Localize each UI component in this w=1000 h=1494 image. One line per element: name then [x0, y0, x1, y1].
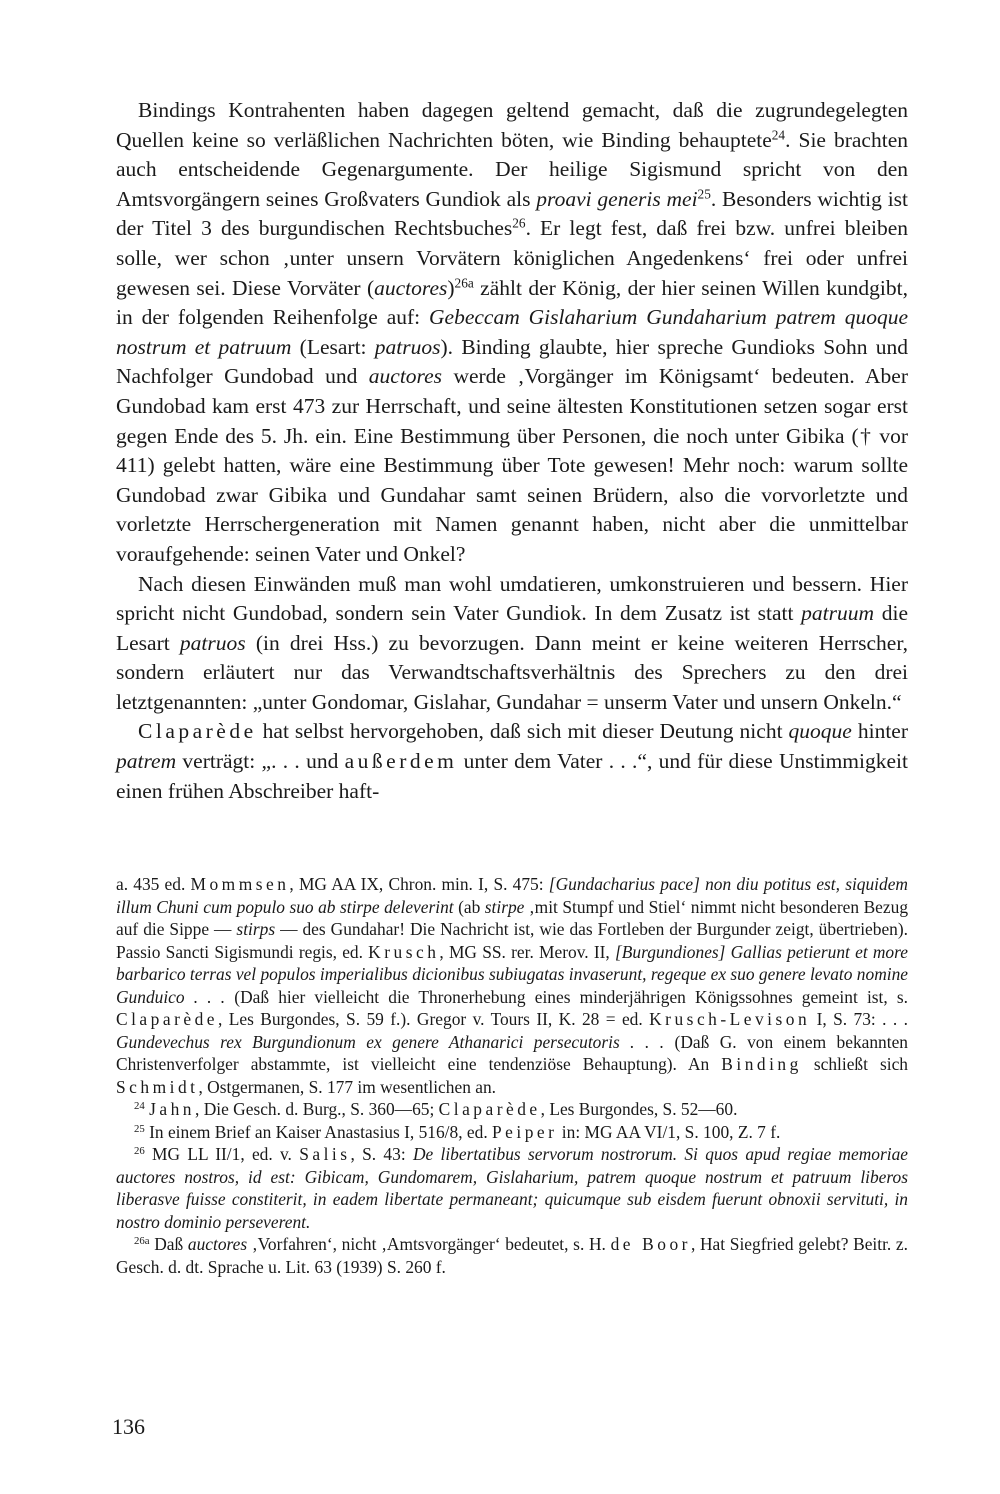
- text-run: hat selbst hervorgehoben, daß sich mit dieser Deutung nicht: [256, 719, 789, 744]
- italic-text: proavi generis mei: [536, 186, 698, 211]
- footnote-ref: 25: [134, 1122, 145, 1135]
- text-run: , MG SS. rer. Merov. II,: [439, 941, 615, 962]
- text-run: schließt sich: [801, 1054, 908, 1074]
- text-run: (Lesart:: [291, 334, 375, 359]
- italic-text: patrem: [116, 749, 177, 774]
- text-run: unter dem Vater . . .“, und für diese Unstimmigkeit einen frühen Abschreiber haft-: [116, 749, 908, 803]
- text-run: in: MG AA VI/1, S. 100, Z. 7 f.: [557, 1121, 781, 1142]
- footnote-continued: [116, 873, 908, 1098]
- spaced-name: Mommsen: [190, 874, 290, 894]
- spaced-name: Peiper: [492, 1121, 558, 1142]
- text-run: In einem Brief an Kaiser Anastasius I, 516/8, ed.: [144, 1121, 493, 1142]
- italic-text: auctores: [368, 364, 443, 389]
- spaced-name: Krusch-Levison: [649, 1009, 811, 1029]
- text-run: — des Gundahar! Die Nachricht ist, wie das Fortleben der Burgunder zeigt, übertrieben). Passio Sancti Sigismundi regis, ed.: [116, 919, 908, 962]
- text-run: . Er legt fest, daß frei bzw. unfrei bleiben solle, wer schon ‚unter unsern Vorvätern königlichen Angedenkens‘ frei oder unfrei gewesen sei. Diese Vorväter (: [116, 216, 908, 300]
- italic-text: auctores: [187, 1234, 248, 1254]
- text-run: verträgt: „. . . und: [176, 749, 345, 774]
- spaced-name: Krusch: [368, 941, 440, 962]
- paragraph-2: [116, 570, 908, 718]
- footnote-26: [116, 1143, 908, 1233]
- text-run: , MG AA IX, Chron. min. I, S. 475:: [289, 874, 549, 894]
- footnote-25: [116, 1121, 908, 1144]
- italic-text: stirps: [236, 919, 276, 939]
- text-run: (in drei Hss.) zu bevorzugen. Dann meint er keine weiteren Herrscher, sondern erläutert nur das Verwandtschaftsverhältnis des Sprechers zu den drei letztgenannten: „unter Gondomar, Gislahar, Gundahar = unserm Vater und unsern Onkeln.“: [116, 630, 908, 714]
- text-run: , Les Burgondes, S. 59 f.). Gregor v. Tours II, K. 28 = ed.: [218, 1009, 650, 1029]
- spaced-name: Claparède: [138, 719, 257, 744]
- footnote-ref: 24: [134, 1100, 145, 1113]
- footnote-ref: 26: [134, 1145, 145, 1158]
- text-run: werde ‚Vorgänger im Königsamt‘ bedeuten. Aber Gundobad kam erst 473 zur Herrschaft, und seine ältesten Konstitutionen setzen sogar erst gegen Ende des 5. Jh. ein. Eine Bestimmung über Personen, die noch unter Gibika († vor 411) gelebt hatten, wäre eine Bestimmung über Tote gewesen! Mehr noch: warum sollte Gundobad zwar Gibika und Gundahar samt seinen Brüdern, also die vorvorletzte und vorletzte Herrschergeneration mit Namen genannt haben, nicht aber die unmittelbar voraufgehende: seinen Vater und Onkel?: [116, 364, 908, 566]
- italic-text: patruum: [801, 601, 875, 626]
- text-run: , Hat Siegfried gelebt? Beitr. z. Gesch. d. dt. Sprache u. Lit. 63 (1939) S. 260 f.: [116, 1234, 909, 1277]
- text-run: I, S. 73: . . .: [810, 1009, 908, 1029]
- italic-text: De libertatibus servorum nostrorum. Si quos apud regiae memoriae auctores nostros, id est: Gibicam, Gundomarem, Gislaharium, patrem quoque nostrum et patruum liberos liberasve fuisse constiterit, in eadem libertate permaneant; quicumque sub eisdem fuerunt obnoxii servituti, in nostro dominio perseverent.: [116, 1144, 908, 1232]
- spaced-name: Salis: [299, 1144, 351, 1164]
- text-run: , Ostgermanen, S. 177 im wesentlichen an.: [198, 1076, 496, 1097]
- text-run: ‚mit Stumpf und Stiel‘ nimmt nicht besonderen Bezug auf die Sippe —: [116, 896, 909, 939]
- page-number: 136: [112, 1414, 145, 1439]
- footnote-ref: 26a: [134, 1235, 150, 1248]
- text-run: MG LL II/1, ed. v.: [144, 1144, 300, 1164]
- main-text: [116, 96, 908, 806]
- italic-text: [Burgundiones] Gallias petierunt et more barbarico terras vel populos imperialibus dicionibus subiugatas invaserunt, regeque ex suo genere levato nomine Gunduico . . .: [116, 941, 908, 1007]
- spaced-name: Jahn: [149, 1099, 196, 1119]
- paragraph-3: [116, 717, 908, 806]
- italic-text: quoque: [788, 719, 852, 744]
- text-run: Nach diesen Einwänden muß man wohl umdatieren, umkonstruieren und bessern. Hier spricht nicht Gundobad, sondern sein Vater Gundiok. In dem Zusatz ist statt: [116, 571, 908, 626]
- spaced-name: außerdem: [344, 749, 458, 774]
- text-run: (Daß G. von einem bekannten Christenverfolger abstammte, ist vielleicht eine tendenziöse Behauptung). An: [116, 1031, 909, 1074]
- italic-text: [Gundacharius pace] non diu potitus est, siquidem illum Chuni cum populo suo ab stirpe deleverint: [116, 874, 908, 917]
- italic-text: Gebeccam Gislaharium Gundaharium patrem quoque nostrum et patruum: [116, 305, 908, 359]
- paragraph-1: [116, 96, 908, 570]
- footnotes: [116, 873, 908, 1278]
- footnote-ref: 25: [697, 186, 711, 202]
- italic-text: stirpe: [484, 896, 525, 917]
- text-run: . Besonders wichtig ist der Titel 3 des burgundischen Rechtsbuches: [116, 186, 909, 241]
- text-run: ): [447, 275, 455, 300]
- text-run: Daß: [149, 1234, 188, 1254]
- footnote-26a: [116, 1233, 908, 1278]
- text-run: Bindings Kontrahenten haben dagegen geltend gemacht, daß die zugrundegelegten Quellen keine so verläßlichen Nachrichten böten, wie Binding behauptete: [116, 98, 908, 152]
- italic-text: Gundevechus rex Burgundionum ex genere Athanarici persecutoris . . .: [116, 1031, 665, 1052]
- text-run: ). Binding glaubte, hier spreche Gundioks Sohn und Nachfolger Gundobad und: [116, 334, 908, 389]
- italic-text: patruos: [374, 334, 441, 359]
- text-run: ‚Vorfahren‘, nicht ‚Amtsvorgänger‘ bedeutet, s. H.: [247, 1234, 611, 1254]
- text-run: , S. 43:: [350, 1144, 413, 1164]
- spaced-name: Binding: [721, 1054, 802, 1074]
- text-run: , Les Burgondes, S. 52—60.: [540, 1099, 738, 1119]
- spaced-name: Claparède: [438, 1099, 541, 1119]
- spaced-name: Claparède: [116, 1009, 218, 1029]
- footnote-24: [116, 1098, 908, 1121]
- text-run: die Lesart: [116, 601, 908, 655]
- italic-text: patruos: [179, 630, 246, 655]
- footnote-ref: 24: [771, 127, 786, 143]
- footnote-ref: 26: [512, 216, 526, 232]
- spaced-name: Schmidt: [116, 1076, 199, 1097]
- text-run: (Daß hier vielleicht die Thronerhebung eines minderjährigen Königssohnes gemeint ist, s.: [225, 986, 908, 1007]
- text-run: a. 435 ed.: [116, 874, 191, 894]
- text-run: , Die Gesch. d. Burg., S. 360—65;: [195, 1099, 439, 1119]
- italic-text: auctores: [374, 275, 448, 300]
- text-run: zählt der König, der hier seinen Willen kundgibt, in der folgenden Reihenfolge auf:: [116, 275, 908, 330]
- footnote-ref: 26a: [454, 275, 474, 291]
- text-run: (ab: [453, 896, 485, 917]
- spaced-name: de Boor: [610, 1234, 691, 1254]
- text-run: . Sie brachten auch entscheidende Gegenargumente. Der heilige Sigismund spricht von den Amtsvorgängern seines Großvaters Gundiok als: [116, 127, 908, 211]
- text-run: hinter: [851, 719, 908, 744]
